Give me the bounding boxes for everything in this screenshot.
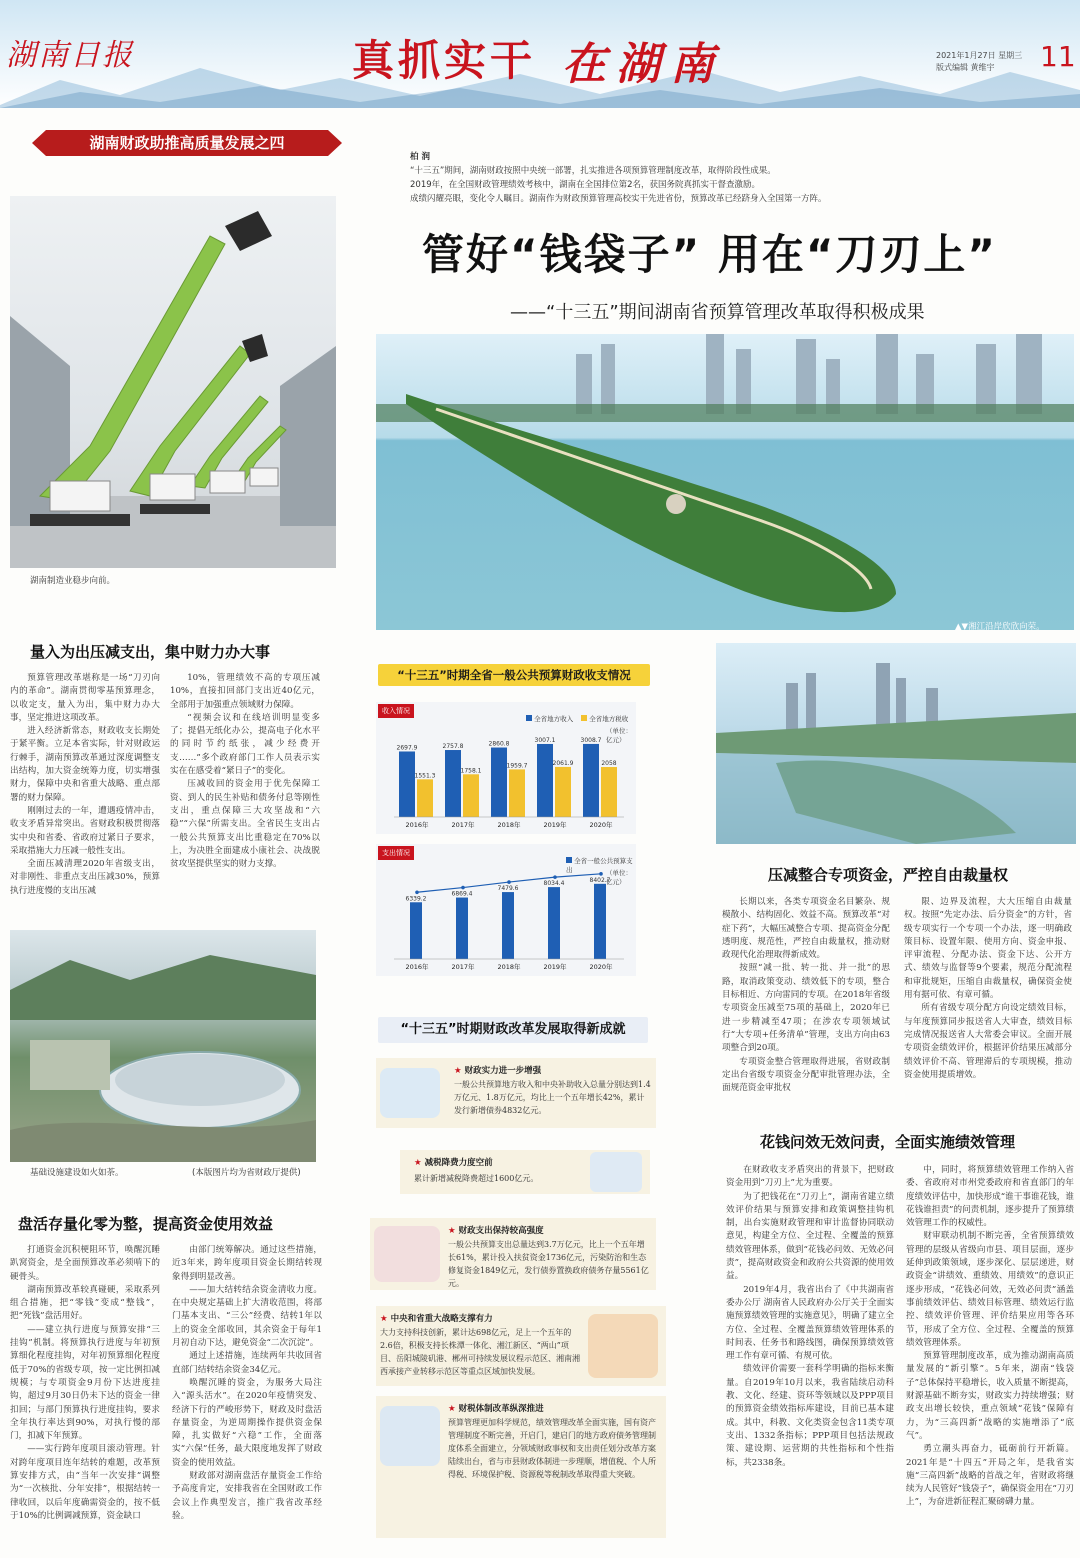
page-number: 11: [1040, 40, 1076, 73]
briefcase-icon: [588, 1314, 658, 1378]
chart-value-label: 8402.7: [589, 876, 611, 884]
paragraph: 专项资金整合管理取得进展，省财政制定出台省级专项资金分配审批管理办法，全面规范资金审批权: [722, 1056, 890, 1094]
editor-note-line: 成绩闪耀亮眼，变化令人瞩目。湖南作为财政预算管理高校实干先进省份，预算改革已经跻身入全国第一方阵。: [410, 194, 827, 204]
paragraph: ——实行跨年度项目滚动管理。针对跨年度项目连年结转的难题，改革预算安排方式，由“当年一次安排”调整为“一次核批、分年安排”，根据结转一律收回，以后年度确需资金的，按不低于10%的比例调减预算，资金缺口: [10, 1444, 160, 1521]
monitor-chart-icon: [374, 1226, 440, 1282]
star-icon: ★: [448, 1404, 459, 1414]
paragraph: 10%，管理绩效不高的专项压减10%，直接扣回部门支出近40亿元，全部用于加强重点领域财力保障。: [170, 673, 320, 710]
achievement-item: [376, 1306, 666, 1386]
chart-bar: [410, 902, 422, 959]
caption-infrastructure: 基础设施建设如火如荼。: [30, 1168, 124, 1178]
chart-value-label: 3007.1: [534, 736, 556, 744]
chart-tick-label: 2016年: [405, 821, 429, 829]
masthead-banner: [0, 0, 1080, 108]
chart-value-label: 1551.3: [414, 772, 436, 780]
achievement-title: [380, 1312, 493, 1324]
star-icon: ★: [380, 1314, 391, 1324]
achievement-title-text: 财政支出保持较高强度: [458, 1226, 544, 1236]
achievement-title-text: 财政实力进一步增强: [464, 1066, 542, 1076]
chart-value-label: 2058: [601, 760, 617, 768]
river-illustration: [376, 334, 1074, 630]
paragraph: 进入经济新常态，财政收支长期处于紧平衡。立足本省实际，针对财政运行棘手，湖南预算改革通过深度调整支出结构，加大资金统筹力度，切实增强财力，保障中央和省重大战略、重点部署的财力保障。: [10, 726, 160, 803]
section-body-col: [172, 1244, 322, 1552]
section-body-col: [722, 896, 890, 1104]
paragraph: 全面压减清理2020年省级支出，对非刚性、非重点支出压减30%，预算执行进度慢的支出压减: [10, 859, 160, 896]
legend-label: 全省一般公共预算支出: [566, 857, 633, 874]
chart-tick-label: 2020年: [589, 963, 613, 971]
income-chart-svg: [376, 702, 636, 834]
paragraph: 压减收回的资金用于优先保障工资、到人的民生补贴和债务付息等刚性支出，重点保障三大攻坚战和“六稳”“六保”所需支出。全省民生支出占一般公共预算支出比重稳定在70%以上，为决胜全面建成小康社会、决战脱贫攻坚提供坚实的财力支撑。: [170, 779, 320, 870]
chart-value-label: 2061.9: [552, 759, 574, 767]
chart-unit: （单位：亿元）: [606, 869, 632, 886]
expenditure-chart: [376, 844, 636, 976]
chart-bar: [399, 751, 415, 817]
achievement-title: [454, 1064, 541, 1076]
section-title: 量入为出压减支出，集中财力办大事: [30, 643, 271, 661]
chart-tick-label: 2018年: [497, 821, 521, 829]
city-illustration: [716, 643, 1076, 844]
section-body-col: [904, 896, 1072, 1104]
chart-trend-point: [553, 875, 557, 879]
achievement-title: [448, 1224, 544, 1236]
paragraph: “视频会议和在线培训明显变多了；提倡无纸化办公，提高电子化水平的同时节约纸张，减少经费开支……”多个政府部门工作人员表示实实在在感受着“紧日子”的变化。: [170, 712, 320, 777]
excavator-photo: [10, 196, 336, 568]
achievements-banner: “十三五”时期财政改革发展取得新成就: [378, 1017, 648, 1043]
achievement-text: 预算管理更加科学规范，绩效管理改革全面实施，国有资产管理制度不断完善，开启门，建启门的地方政府债务管理制度体系全面建立，分领域财政事权和支出责任划分改革方案陆续出台，省与市县财政体制进一步理顺，增值税、个人所得税、环境保护税、资源税等税制改革取得重大突破。: [448, 1418, 656, 1479]
paragraph: 通过上述措施，连续两年共收回省直部门结转结余资金34亿元。: [172, 1351, 322, 1375]
section-title: 压减整合专项资金，严控自由裁量权: [768, 866, 1009, 884]
star-icon: ★: [414, 1158, 425, 1168]
paragraph: 为了把钱花在“刀刃上”，湖南省建立绩效评价结果与预算安排和政策调整挂钩机制，出台实施财政管理和审计监督协同联动意见，构建全方位、全过程、全覆盖的预算绩效管理体系，做到“花钱必问效、无效必问责”，提高财政资金和政府公共资源的使用效益。: [726, 1191, 894, 1282]
chart-bar: [456, 898, 468, 959]
chart-bar: [502, 892, 514, 959]
chart-bar: [463, 774, 479, 817]
paragraph: 勇立潮头再奋力，砥砺前行开新篇。2021年是“十四五”开局之年，是我省实施“三高四新”战略的首战之年，省财政将继续为人民管好“钱袋子”，确保资金用在“刀刃上”，为奋进新征程汇聚磅礴力量。: [906, 1444, 1074, 1508]
paragraph: 预算管理改革堪称是一场“刀刃向内的革命”。湖南贯彻零基预算理念，以收定支，量入为出，集中财力办大事，坚定推进这项改革。: [10, 673, 160, 723]
paragraph: 在财政收支矛盾突出的背景下，把财政资金用到“刀刃上”尤为重要。: [726, 1165, 894, 1189]
legend-label: 全省地方税收: [589, 715, 629, 723]
chart-title-banner: “十三五”时期全省一般公共预算财政收支情况: [378, 664, 650, 686]
chart-tag: 支出情况: [378, 846, 414, 860]
paragraph: 长期以来，各类专项资金名目繁杂、规模散小、结构固化、效益不高。预算改革“对症下药”，大幅压减整合专项、提高资金分配透明度、规范性，严控自由裁量权，推动财政现代化治理取得新成效。: [722, 897, 890, 961]
chart-tag: 收入情况: [378, 704, 414, 718]
achievement-title-text: 中央和省重大战略支撑有力: [390, 1314, 493, 1324]
chart-report-icon: [380, 1068, 440, 1118]
chart-bar: [601, 767, 617, 817]
paragraph: 按照“减一批、转一批、并一批”的思路，取消政策变动、绩效低下的专项，整合目标相近、方向雷同的专项。在2018年省级专项资金压减至75项的基础上，2020年已进一步精减至47项；在涉农专项领域试行“大专项+任务清单”管理，支出方向由63项整合到20项。: [722, 963, 890, 1054]
paragraph: 2019年4月，我省出台了《中共湖南省委办公厅 湖南省人民政府办公厅关于全面实施预算绩效管理的实施意见》，明确了建立全方位、全过程、全覆盖预算绩效管理体系的时间表、任务书和路线图，确保预算绩效管理工作有章可循、有规可依。: [726, 1284, 894, 1362]
editor-note: [410, 150, 970, 206]
achievement-text: 大力支持科技创新，累计达698亿元，足上一个五年的2.6倍，积极支持长株潭一体化、湘江新区、“两山”项目、岳阳城陵矶港、郴州可持续发展议程示范区、湘南湘西承接产业转移示范区等重点区域加快发展。: [380, 1328, 580, 1376]
chart-tick-label: 2017年: [451, 963, 475, 971]
achievement-text: 一般公共预算支出总量达到3.7万亿元，比上一个五年增长61%，累计投入扶贫资金1736亿元，污染防治和生态修复资金1849亿元，发行债券置换政府债务存量5561亿元。: [448, 1240, 649, 1288]
chart-bar: [555, 767, 571, 817]
expenditure-chart-svg: [376, 844, 636, 976]
achievement-item: [376, 1396, 666, 1538]
section-body-col: [10, 1244, 160, 1552]
editor-note-line: 2019年，在全国财政管理绩效考核中，湖南在全国排位第2名，获国务院真抓实干督查激励。: [410, 180, 761, 190]
paragraph: 刚刚过去的一年，遭遇疫情冲击，收支矛盾异常突出。省财政积极贯彻落实中央和省委、省政府过紧日子要求，采取措施大力压减一般性支出。: [10, 805, 160, 856]
excavator-illustration: [10, 196, 336, 568]
chart-value-label: 2697.9: [396, 744, 418, 752]
editor-note-label: 柏 润: [410, 152, 430, 162]
infrastructure-photo: [10, 930, 316, 1162]
newspaper-logo: 湖南日报: [6, 38, 134, 73]
paragraph: 打通资金沉积梗阻环节，唤醒沉睡趴窝资金，是全面预算改革必须啃下的硬骨头。: [10, 1245, 160, 1282]
achievement-title-text: 减税降费力度空前: [424, 1158, 493, 1168]
caption-excavators: 湖南制造业稳步向前。: [30, 576, 116, 586]
editor-note-line: “十三五”期间，湖南财政按照中央统一部署，扎实推进各项预算管理制度改革，取得阶段性成果。: [410, 166, 776, 176]
chart-value-label: 1959.7: [506, 762, 528, 770]
chart-tick-label: 2016年: [405, 963, 429, 971]
chart-bar: [509, 769, 525, 817]
achievement-title: [414, 1156, 493, 1168]
achievement-text: 一般公共预算地方收入和中央补助收入总量分别达到1.4万亿元、1.8万亿元，均比上一个五年增长42%，累计发行新增债券4832亿元。: [454, 1080, 651, 1115]
chart-tick-label: 2019年: [543, 963, 567, 971]
paragraph: 所有省级专项分配方向设定绩效目标，与年度预算同步报送省人大审查，绩效目标完成情况报送省人大常委会审议。全面开展专项资金绩效评价，根据评价结果压减部分绩效评价不高、管理滞后的专项规模，推动资金使用提质增效。: [904, 1003, 1072, 1080]
chart-tick-label: 2017年: [451, 821, 475, 829]
paragraph: 中，同时，将预算绩效管理工作纳入省委、省政府对市州党委政府和省直部门的年度绩效评估中，加快形成“谁干事谁花钱，谁花钱谁担责”的问责机制，逐步提升了预算绩效管理工作的权威性。: [906, 1165, 1074, 1229]
chart-bar: [583, 744, 599, 817]
issue-editor: 版式编辑 黄维宇: [936, 63, 995, 72]
paragraph: 财审联动机制不断完善，全省预算绩效管理的层级从省级向市县、项目层面，逐步延伸到政策领域，逐步深化、层层递进，财政资金“讲绩效、重绩效、用绩效”的意识正逐步形成，“花钱必问效，无效必问责”涵盖事前绩效评估、绩效目标管理、绩效运行监控、绩效评价管理、评价结果应用等各环节，形成了全方位、全过程、全覆盖的预算绩效管理体系。: [906, 1231, 1074, 1348]
achievement-title-text: 财税体制改革纵深推进: [458, 1404, 544, 1414]
paragraph: 由部门统筹解决。通过这些措施，近3年来，跨年度项目资金长期结转现象得到明显改善。: [172, 1245, 322, 1282]
section-body-col: [906, 1164, 1074, 1552]
chart-value-label: 2757.8: [442, 743, 464, 751]
achievement-item: [400, 1150, 650, 1194]
paragraph: ——加大结转结余资金清收力度。在中央规定基础上扩大清收范围，将部门基本支出、“三公”经费、结转1年以上的资金全部收回，其余资金于每年1月初自动下达，避免资金“二次沉淀”。: [172, 1284, 322, 1349]
chart-value-label: 6339.2: [405, 895, 427, 903]
river-island-photo: [376, 334, 1074, 630]
chart-bar: [491, 748, 507, 817]
star-icon: ★: [454, 1066, 465, 1076]
section-title: 花钱问效无效问责，全面实施绩效管理: [760, 1133, 1016, 1151]
paragraph: 唤醒沉睡的资金，为服务大局注入“源头活水”。在2020年疫情突发、经济下行的严峻形势下，财政及时盘活存量资金，为逆周期操作提供资金保障，扎实做好“六稳”工作，全面落实“六保”任务，最大限度地发挥了财政资金的使用效益。: [172, 1377, 322, 1468]
chart-value-label: 1758.1: [460, 767, 482, 775]
section-body-col: [170, 672, 320, 908]
achievement-title: [448, 1402, 544, 1414]
paragraph: 绩效评价需要一套科学明确的指标来衡量。自2019年10月以来，我省陆续启动科教、文化、经建、资环等领域以及PPP项目的预算资金绩效指标库建设，目前已基本建成。其中，科教、文化类资金包含11类专项支出、1332条指标；PPP项目包括法规政策、建设期、运营期的共性指标和个性指标，共2338条。: [726, 1364, 894, 1468]
chart-value-label: 7479.6: [497, 885, 519, 893]
section-body-col: [726, 1164, 894, 1552]
income-chart: [376, 702, 636, 834]
chart-value-label: 3008.7: [580, 736, 602, 744]
achievement-item: [370, 1218, 656, 1290]
paragraph: 预算管理制度改革，成为推动湖南高质量发展的“新引擎”。5年来，湖南“钱袋子”总体保持平稳增长，收入质量不断提高，财源基础不断夯实，财政实力持续增强；财政支出增长较快，重点领域“花钱”保障有力，为“三高四新”战略的实施增添了“底气”。: [906, 1351, 1074, 1441]
city-photo: [716, 643, 1076, 844]
headline-right: 在湖南: [562, 39, 724, 90]
star-icon: ★: [448, 1226, 459, 1236]
section-body-col: [10, 672, 160, 908]
paragraph: ——建立执行进度与预算安排“三挂钩”机制。将预算执行进度与年初预算细化程度挂钩，对年初预算细化程度低于70%的省级专项，按一定比例扣减规模；与专项资金9月份下达进度挂钩，超过9月30日仍未下达的资金一律扣回；与部门预算执行进度挂钩，要求全年执行率达到90%，对执行慢的部门，扣减下年预算。: [10, 1324, 160, 1442]
chart-tick-label: 2019年: [543, 821, 567, 829]
paragraph: 湖南预算改革较真碰硬，采取系列组合措施，把“零钱”变成“整钱”，把“死钱”盘活用好。: [10, 1284, 160, 1322]
mountain-decoration: [0, 50, 1080, 108]
chart-value-label: 2860.8: [488, 740, 510, 748]
chart-bar: [594, 884, 606, 959]
chart-value-label: 6869.4: [451, 890, 473, 898]
paragraph: 财政部对湖南盘活存量资金工作给予高度肯定，安排我省在全国财政工作会议上作典型发言，推广我省改革经验。: [172, 1471, 322, 1521]
chart-trend-point: [415, 890, 419, 894]
caption-credit: (本版图片均为省财政厅提供): [192, 1168, 301, 1178]
caption-river: ▲▼湘江沿岸欣欣向荣。: [955, 622, 1045, 632]
achievement-text: 累计新增减税降费超过1600亿元。: [414, 1174, 539, 1183]
series-banner: 湖南财政助推高质量发展之四: [46, 130, 328, 156]
chart-unit: （单位：亿元）: [606, 727, 632, 744]
chart-tick-label: 2018年: [497, 963, 521, 971]
headline-left: 真抓实干: [352, 36, 537, 85]
chart-bar: [417, 779, 433, 817]
chart-trend-point: [461, 886, 465, 890]
chart-trend-point: [507, 880, 511, 884]
chart-trend-point: [599, 872, 603, 876]
infrastructure-illustration: [10, 930, 316, 1162]
chart-bar: [537, 744, 553, 817]
paragraph: 限、边界及流程，大大压缩自由裁量权。按照“先定办法、后分资金”的方针，省级专项实行一个专项一个办法，逐一明确政策目标、设置年限、使用方向、资金申报、评审流程、分配办法、资金下达、公开方式、绩效与监督等9个要素，规范分配流程和审批规矩，压缩自由裁量权，确保资金使用有据可依、有章可循。: [904, 897, 1072, 1001]
laptop-growth-icon: [380, 1406, 440, 1466]
main-title: 管好“钱袋子” 用在“刀刃上”: [422, 230, 998, 279]
chart-tick-label: 2020年: [589, 821, 613, 829]
subtitle: ——“十三五”期间湖南省预算管理改革取得积极成果: [510, 302, 925, 323]
chart-bar: [548, 887, 560, 959]
achievement-item: [376, 1058, 656, 1128]
issue-date: 2021年1月27日 星期三: [936, 51, 1023, 60]
chart-bar: [445, 750, 461, 817]
legend-label: 全省地方收入: [534, 715, 574, 723]
chart-value-label: 8034.4: [543, 880, 565, 888]
issue-info: [936, 50, 1036, 74]
section-title: 盘活存量化零为整，提高资金使用效益: [18, 1215, 274, 1233]
tax-document-icon: [590, 1152, 642, 1192]
